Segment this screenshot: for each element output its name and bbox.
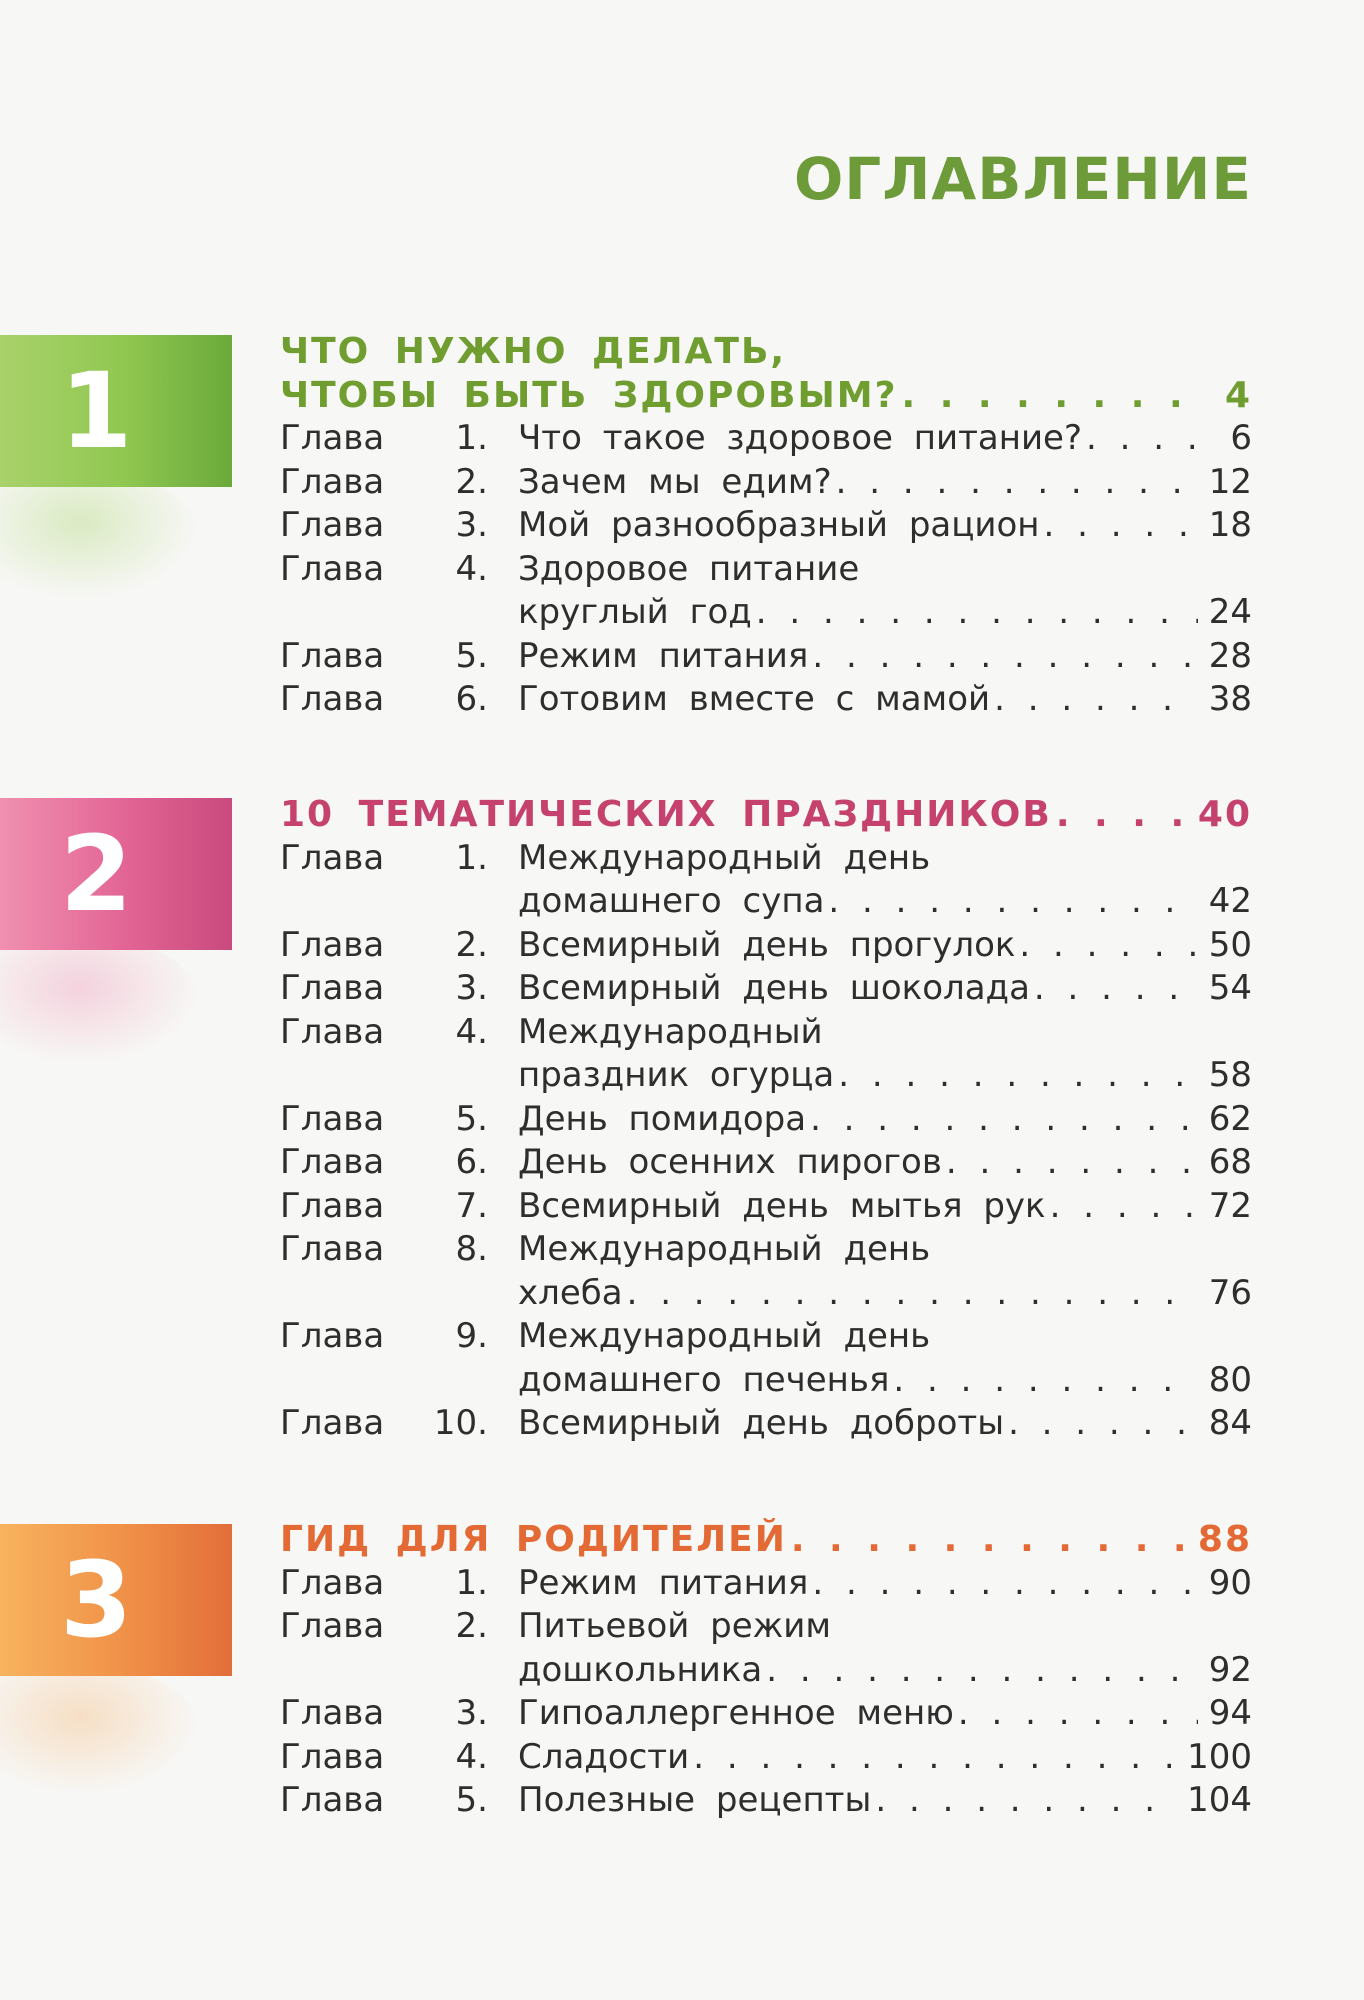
chapter-page-number: 6	[1230, 418, 1252, 458]
chapter-row[interactable]	[280, 1185, 1252, 1229]
chapter-title: Готовим вместе с мамой	[518, 679, 991, 719]
chapter-page-number: 24	[1208, 592, 1252, 632]
chapter-glava-label: Глава	[280, 1403, 385, 1443]
chapter-glava-label: Глава	[280, 679, 385, 719]
leader-dots	[812, 1562, 1198, 1606]
chapter-row-continued[interactable]	[280, 1272, 1252, 1316]
chapter-row-continued[interactable]	[280, 880, 1252, 924]
chapter-glava-label: Глава	[280, 837, 385, 878]
section-title: ЧТОБЫ БЫТЬ ЗДОРОВЫМ?	[280, 374, 898, 416]
section-page-number: 88	[1197, 1519, 1252, 1560]
paint-splash-green	[0, 470, 200, 600]
chapter-number: 4.	[455, 1011, 488, 1052]
leader-dots	[1034, 967, 1198, 1011]
chapter-page-number: 80	[1208, 1359, 1252, 1400]
chapter-title: Сладости	[518, 1736, 690, 1777]
section-title-line[interactable]	[280, 374, 1252, 418]
leader-dots	[627, 1272, 1198, 1316]
toc-section-2	[280, 793, 1252, 1446]
chapter-glava-label: Глава	[280, 548, 385, 589]
leader-dots	[756, 591, 1198, 635]
leader-dots	[838, 1054, 1198, 1098]
chapter-page-number: 38	[1208, 679, 1252, 719]
chapter-row[interactable]	[280, 1562, 1252, 1606]
chapter-number: 2.	[455, 1606, 488, 1646]
chapter-glava-label: Глава	[280, 418, 385, 458]
chapter-row[interactable]	[280, 678, 1252, 722]
chapter-page-number: 92	[1208, 1649, 1252, 1690]
chapter-title: Зачем мы едим?	[518, 461, 832, 502]
chapter-number: 1.	[455, 837, 488, 878]
page-title: ОГЛАВЛЕНИЕ	[793, 145, 1252, 213]
paint-splash-orange	[0, 1665, 200, 1795]
chapter-title: День помидора	[518, 1098, 807, 1139]
chapter-title-continued: круглый год	[518, 592, 752, 632]
chapter-number: 5.	[455, 1098, 488, 1139]
chapter-number: 6.	[455, 679, 488, 719]
chapter-title-continued: домашнего супа	[518, 881, 825, 921]
chapter-number: 4.	[455, 548, 488, 589]
chapter-row[interactable]	[280, 1315, 1252, 1359]
leader-dots	[958, 1692, 1198, 1736]
chapter-title: Всемирный день шоколада	[518, 968, 1030, 1008]
section-title-line	[280, 330, 1252, 374]
chapter-row[interactable]	[280, 1098, 1252, 1142]
chapter-title: Всемирный день прогулок	[518, 924, 1016, 965]
chapter-number: 6.	[455, 1142, 488, 1182]
chapter-title: Всемирный день мытья рук	[518, 1185, 1046, 1226]
chapter-page-number: 76	[1208, 1272, 1252, 1313]
chapter-glava-label: Глава	[280, 461, 385, 502]
chapter-page-number: 58	[1208, 1055, 1252, 1095]
chapter-row[interactable]	[280, 635, 1252, 679]
leader-dots	[893, 1359, 1198, 1403]
chapter-number: 4.	[455, 1736, 488, 1777]
chapter-glava-label: Глава	[280, 1142, 385, 1182]
chapter-page-number: 84	[1208, 1403, 1252, 1443]
section-2-badge: 2	[0, 798, 232, 950]
chapter-number: 5.	[455, 635, 488, 676]
chapter-number: 9.	[455, 1316, 488, 1356]
chapter-page-number: 100	[1187, 1736, 1252, 1777]
chapter-glava-label: Глава	[280, 635, 385, 676]
section-page-number: 4	[1224, 374, 1252, 416]
toc-section-3	[280, 1518, 1252, 1823]
chapter-title: Международный день	[518, 1229, 931, 1269]
leader-dots	[836, 461, 1198, 505]
chapter-row[interactable]	[280, 1736, 1252, 1780]
chapter-glava-label: Глава	[280, 924, 385, 965]
chapter-number: 2.	[455, 461, 488, 502]
chapter-glava-label: Глава	[280, 1606, 385, 1646]
chapter-title: Мой разнообразный рацион	[518, 505, 1040, 545]
chapter-number: 5.	[455, 1780, 488, 1820]
chapter-row-continued[interactable]	[280, 1054, 1252, 1098]
chapter-page-number: 104	[1187, 1780, 1252, 1820]
chapter-number: 1.	[455, 418, 488, 458]
chapter-number: 7.	[455, 1185, 488, 1226]
chapter-glava-label: Глава	[280, 1011, 385, 1052]
chapter-glava-label: Глава	[280, 1316, 385, 1356]
chapter-row[interactable]	[280, 1228, 1252, 1272]
section-title: 10 ТЕМАТИЧЕСКИХ ПРАЗДНИКОВ	[280, 794, 1052, 835]
chapter-title-continued: дошкольника	[518, 1649, 763, 1690]
chapter-row[interactable]	[280, 1692, 1252, 1736]
chapter-glava-label: Глава	[280, 1185, 385, 1226]
chapter-number: 3.	[455, 968, 488, 1008]
chapter-page-number: 68	[1208, 1142, 1252, 1182]
chapter-title: Гипоаллергенное меню	[518, 1693, 954, 1733]
leader-dots	[946, 1141, 1198, 1185]
leader-dots	[1056, 793, 1192, 837]
leader-dots	[693, 1736, 1181, 1780]
chapter-row[interactable]	[280, 924, 1252, 968]
chapter-page-number: 12	[1208, 461, 1252, 502]
chapter-page-number: 54	[1208, 968, 1252, 1008]
chapter-row[interactable]	[280, 1779, 1252, 1823]
chapter-number: 2.	[455, 924, 488, 965]
chapter-glava-label: Глава	[280, 1562, 385, 1603]
chapter-page-number: 62	[1208, 1098, 1252, 1139]
section-3-badge: 3	[0, 1524, 232, 1676]
leader-dots	[791, 1518, 1192, 1562]
section-title-line[interactable]	[280, 1518, 1252, 1562]
chapter-page-number: 94	[1208, 1693, 1252, 1733]
leader-dots	[875, 1779, 1181, 1823]
chapter-title-continued: домашнего печенья	[518, 1359, 890, 1400]
chapter-row[interactable]	[280, 461, 1252, 505]
chapter-title: Международный день	[518, 1316, 931, 1356]
chapter-page-number: 50	[1208, 924, 1252, 965]
chapter-glava-label: Глава	[280, 1229, 385, 1269]
chapter-row-continued[interactable]	[280, 591, 1252, 635]
chapter-row[interactable]	[280, 1141, 1252, 1185]
leader-dots	[1050, 1185, 1198, 1229]
chapter-glava-label: Глава	[280, 968, 385, 1008]
chapter-number: 3.	[455, 1693, 488, 1733]
chapter-title-continued: праздник огурца	[518, 1055, 835, 1095]
chapter-glava-label: Глава	[280, 1780, 385, 1820]
chapter-glava-label: Глава	[280, 1693, 385, 1733]
chapter-title-continued: хлеба	[518, 1272, 623, 1313]
chapter-page-number: 18	[1208, 505, 1252, 545]
leader-dots	[901, 374, 1198, 418]
chapter-title: Международный день	[518, 837, 931, 878]
chapter-glava-label: Глава	[280, 505, 385, 545]
chapter-row[interactable]	[280, 837, 1252, 881]
chapter-title: День осенних пирогов	[518, 1142, 942, 1182]
chapter-title: Всемирный день доброты	[518, 1403, 1005, 1443]
leader-dots	[1019, 924, 1198, 968]
leader-dots	[1086, 417, 1198, 461]
paint-splash-pink	[0, 935, 200, 1065]
chapter-title: Полезные рецепты	[518, 1780, 872, 1820]
leader-dots	[810, 1098, 1198, 1142]
chapter-title: Режим питания	[518, 635, 809, 676]
section-title-line[interactable]	[280, 793, 1252, 837]
chapter-row[interactable]	[280, 417, 1252, 461]
toc-section-1	[280, 330, 1252, 722]
chapter-row-continued[interactable]	[280, 1649, 1252, 1693]
chapter-row[interactable]	[280, 504, 1252, 548]
chapter-row[interactable]	[280, 548, 1252, 592]
chapter-page-number: 28	[1208, 635, 1252, 676]
chapter-number: 10.	[433, 1403, 488, 1443]
leader-dots	[994, 678, 1198, 722]
chapter-page-number: 72	[1208, 1185, 1252, 1226]
chapter-row[interactable]	[280, 1605, 1252, 1649]
chapter-row[interactable]	[280, 967, 1252, 1011]
chapter-page-number: 90	[1208, 1562, 1252, 1603]
chapter-title: Что такое здоровое питание?	[518, 418, 1083, 458]
leader-dots	[1044, 504, 1199, 548]
section-title: ГИД ДЛЯ РОДИТЕЛЕЙ	[280, 1519, 787, 1560]
leader-dots	[766, 1649, 1198, 1693]
section-page-number: 40	[1197, 794, 1252, 835]
chapter-row[interactable]	[280, 1011, 1252, 1055]
leader-dots	[828, 880, 1198, 924]
chapter-title: Международный	[518, 1011, 823, 1052]
chapter-glava-label: Глава	[280, 1736, 385, 1777]
chapter-glava-label: Глава	[280, 1098, 385, 1139]
chapter-page-number: 42	[1208, 881, 1252, 921]
chapter-number: 1.	[455, 1562, 488, 1603]
leader-dots	[812, 635, 1198, 679]
chapter-title: Питьевой режим	[518, 1606, 832, 1646]
chapter-row[interactable]	[280, 1402, 1252, 1446]
chapter-title: Здоровое питание	[518, 548, 860, 589]
chapter-title: Режим питания	[518, 1562, 809, 1603]
section-1-badge: 1	[0, 335, 232, 487]
chapter-number: 3.	[455, 505, 488, 545]
chapter-number: 8.	[455, 1229, 488, 1269]
chapter-row-continued[interactable]	[280, 1359, 1252, 1403]
leader-dots	[1008, 1402, 1198, 1446]
section-title: ЧТО НУЖНО ДЕЛАТЬ,	[280, 331, 787, 372]
